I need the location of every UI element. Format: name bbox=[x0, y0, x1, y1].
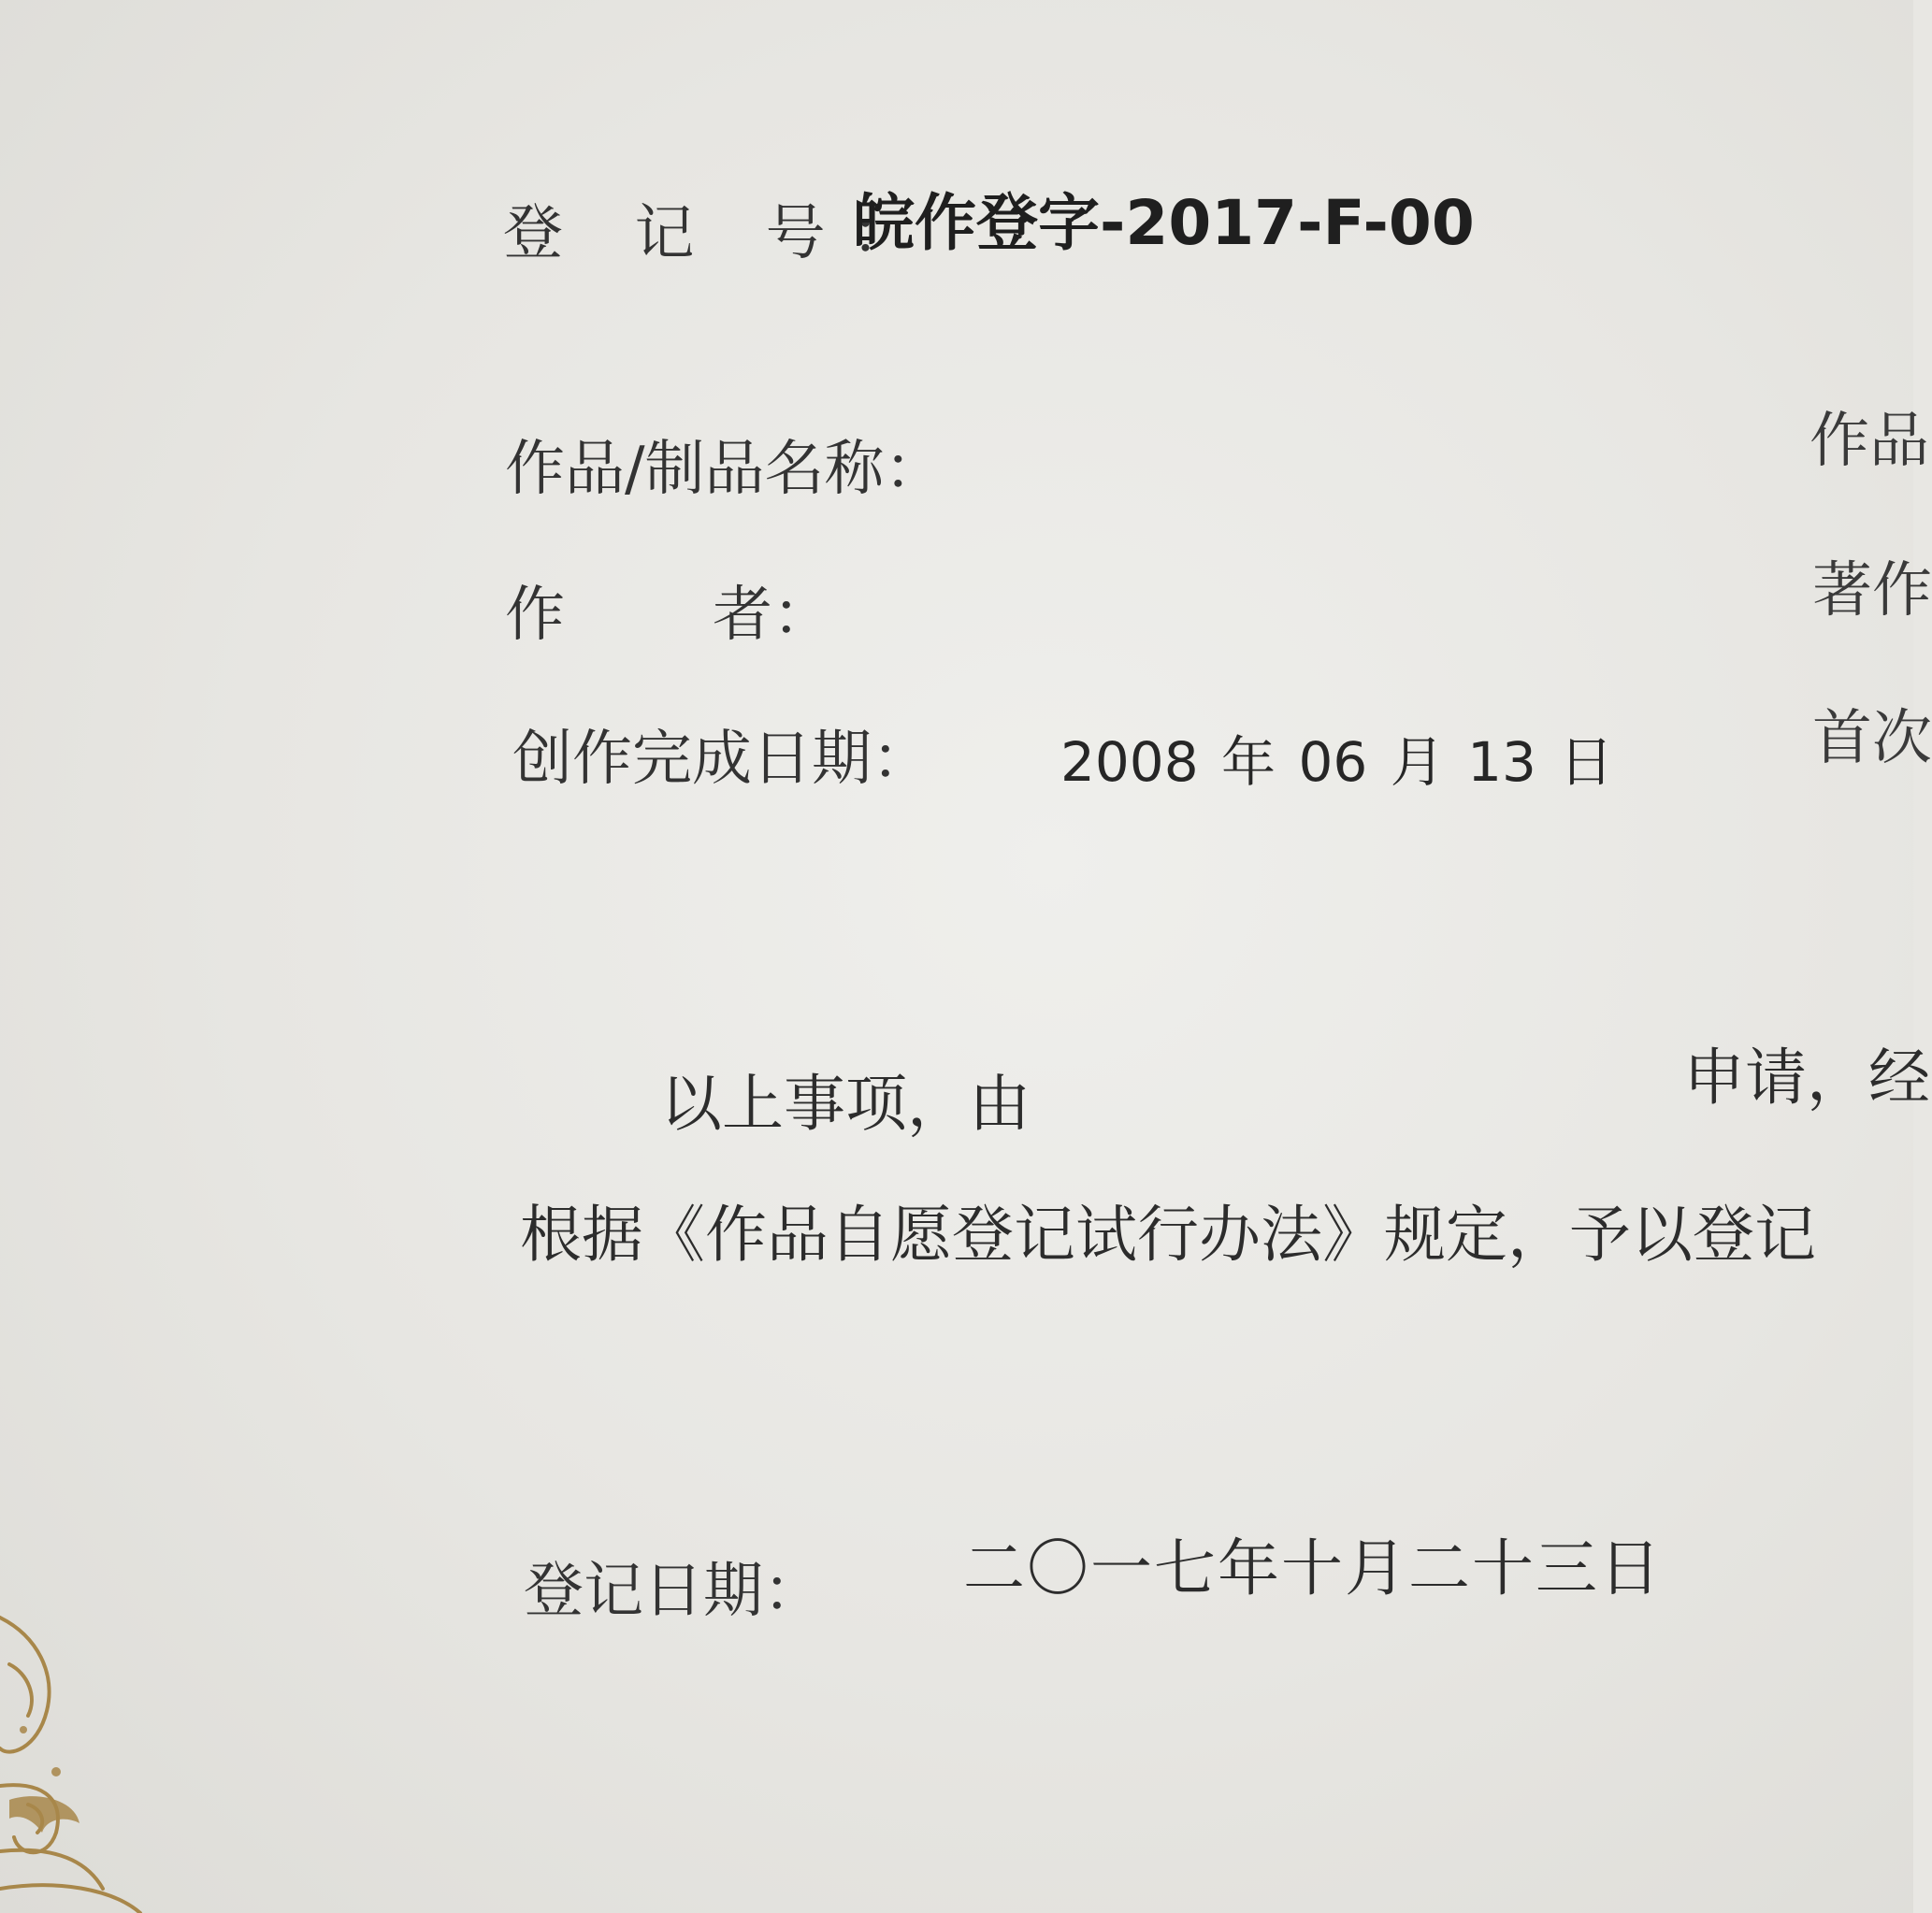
creation-date-label: 创作完成日期： bbox=[512, 725, 931, 794]
right-column-fragment-2: 著作 bbox=[1812, 556, 1932, 626]
registration-date-value: 二〇一七年十月二十三日 bbox=[963, 1532, 1663, 1604]
statement-line2: 根据《作品自愿登记试行办法》规定，予以登记 bbox=[520, 1199, 1816, 1271]
statement-line1-left: 以上事项，由 bbox=[660, 1068, 1031, 1140]
statement-line1-right: 申请，经 bbox=[1683, 1042, 1930, 1114]
registration-date-label: 登记日期： bbox=[524, 1557, 823, 1626]
right-column-fragment-1: 作品 bbox=[1809, 407, 1929, 476]
corner-ornament-icon bbox=[0, 1608, 187, 1913]
author-label-part2: 者： bbox=[713, 581, 832, 650]
registration-number-value: 皖作登字-2017-F-00 bbox=[853, 187, 1475, 259]
right-column-fragment-3: 首次 bbox=[1812, 704, 1932, 773]
creation-date-value: 2008 年 06 月 13 日 bbox=[1060, 730, 1614, 794]
registration-number-label: 登 记 号： bbox=[503, 199, 938, 268]
author-label-part1: 作 bbox=[505, 581, 565, 650]
work-name-label: 作品/制品名称： bbox=[505, 435, 944, 504]
